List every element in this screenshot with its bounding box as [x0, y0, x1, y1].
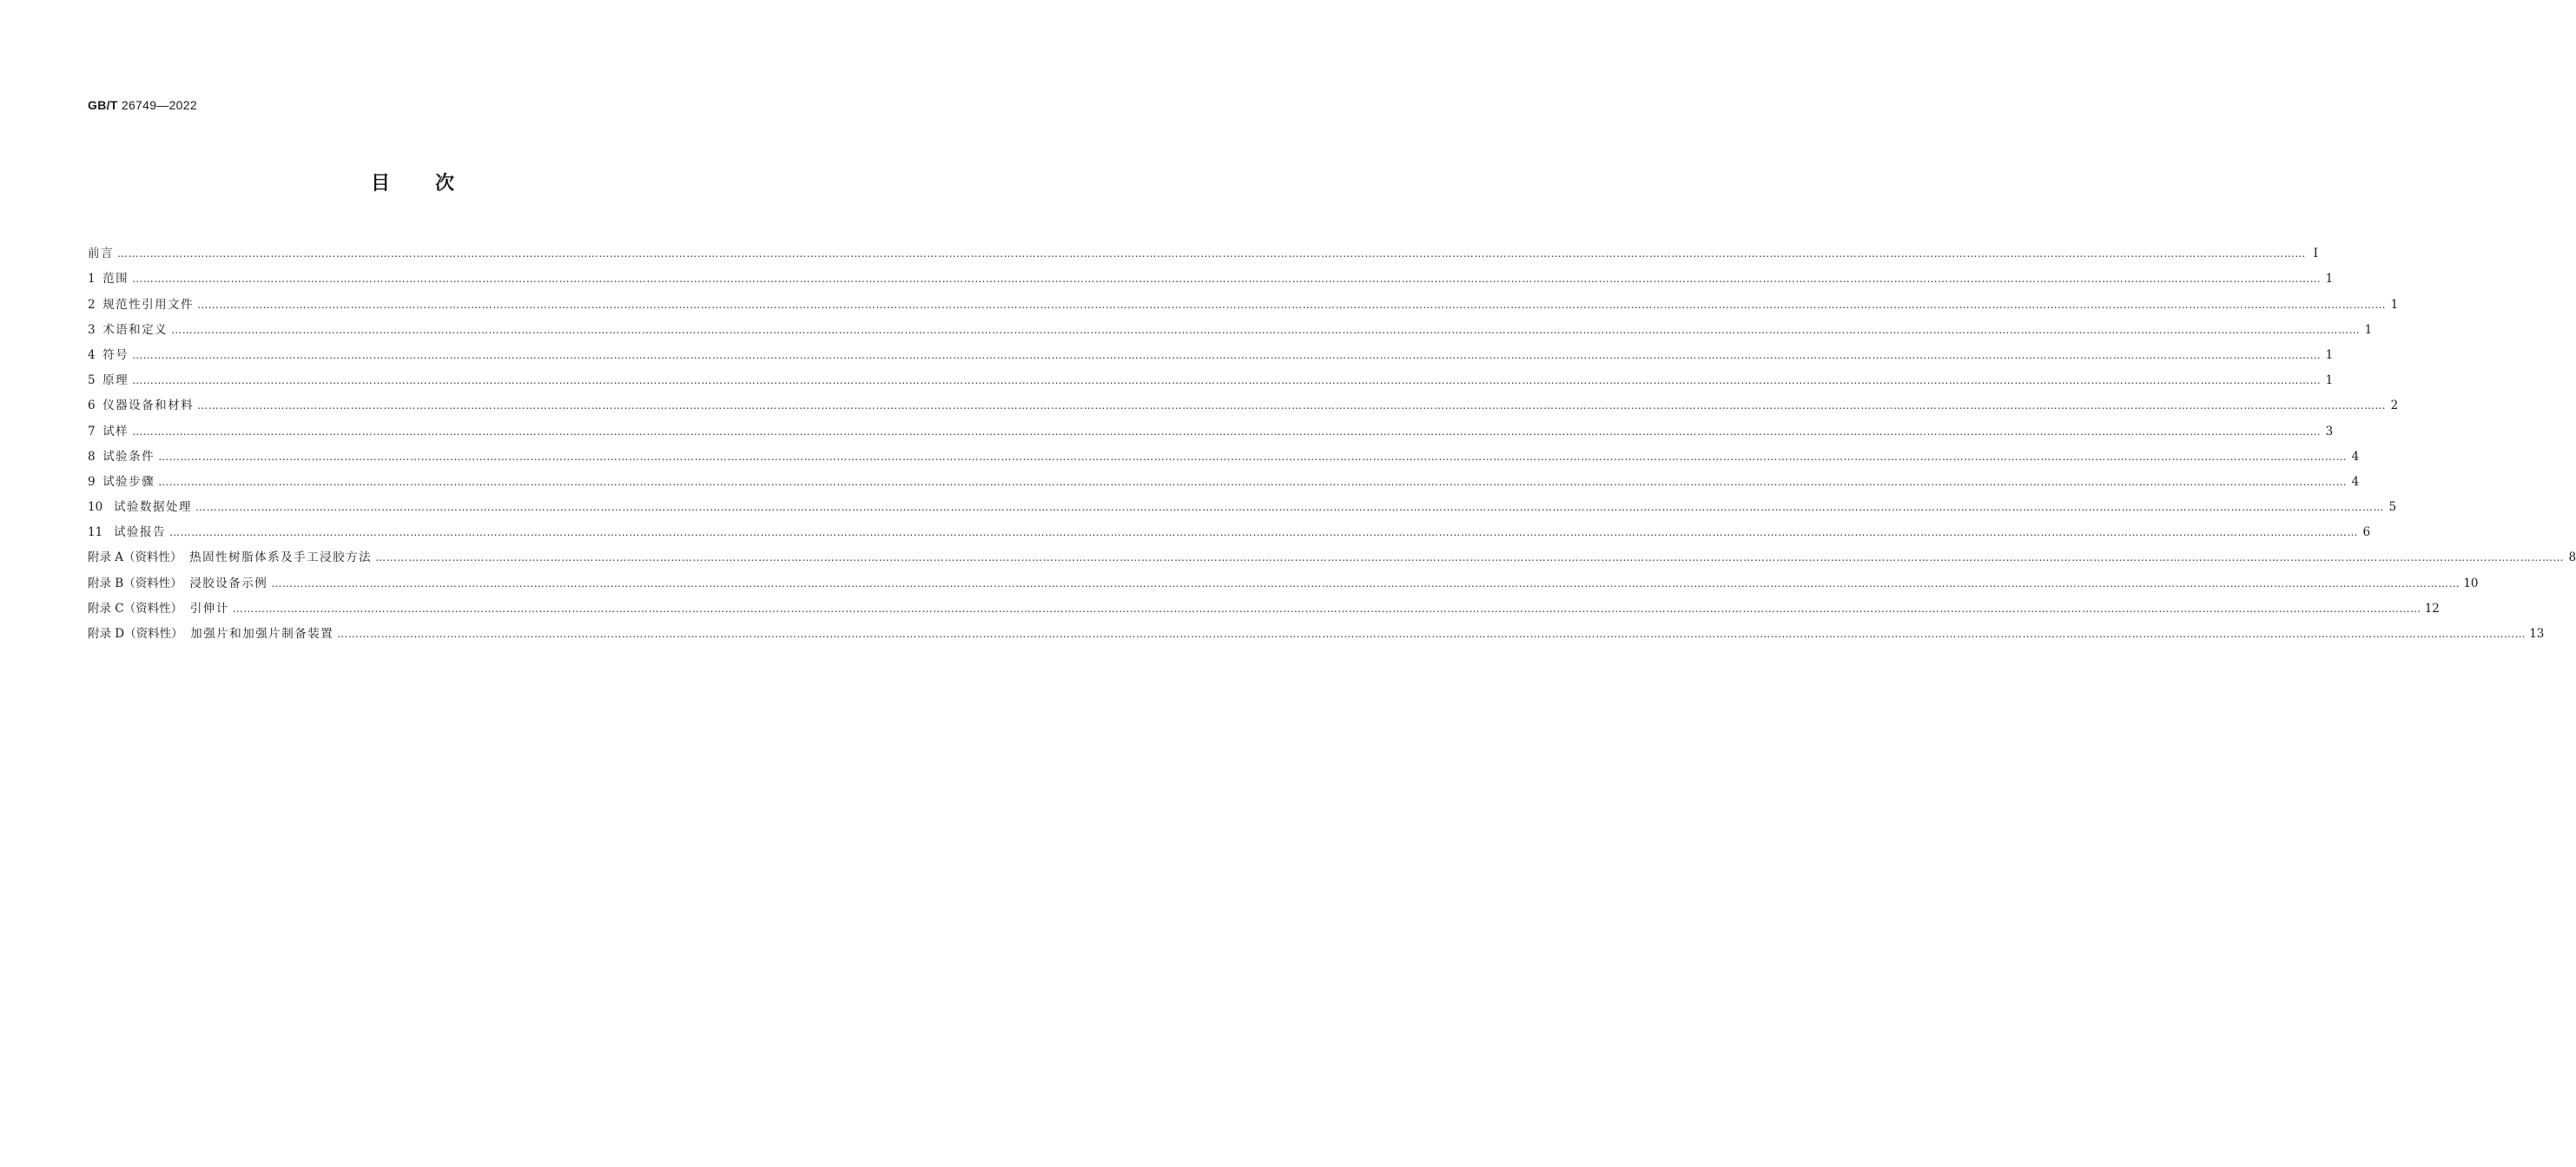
toc-dot-leader: ……………………………………………………………………………………………………………………………………………………………………………………………………………………………………………………………………………………………………………………………………………………………………………………………………………………………………………………………………………………………………………………………………………………	[171, 323, 2361, 336]
standard-prefix: GB/T	[88, 98, 118, 112]
toc-dot-leader: ……………………………………………………………………………………………………………………………………………………………………………………………………………………………………………………………………………………………………………………………………………………………………………………………………………………………………………………………………………………………………………………………………………………	[195, 501, 2385, 514]
toc-entry[interactable]	[88, 541, 2576, 566]
toc-dot-leader: ……………………………………………………………………………………………………………………………………………………………………………………………………………………………………………………………………………………………………………………………………………………………………………………………………………………………………………………………………………………………………………………………………………………	[232, 602, 2421, 615]
toc-entry[interactable]	[88, 566, 2479, 591]
toc-entry-label: 加强片和加强片制备装置	[190, 627, 334, 641]
toc-entry-label: 试验条件	[102, 449, 155, 464]
toc-entry-label: 热固性树脂体系及手工浸胶方法	[189, 551, 373, 565]
toc-entry[interactable]	[88, 389, 2399, 414]
toc-entry-page: 1	[2325, 272, 2334, 287]
toc-entry-label: 试验数据处理	[114, 500, 193, 515]
toc-entry-label: 规范性引用文件	[102, 297, 195, 312]
toc-entry-page: 2	[2390, 399, 2399, 413]
toc-entry-page: 1	[2325, 373, 2334, 388]
standard-code	[88, 98, 197, 112]
toc-entry-number: 4	[88, 347, 96, 362]
toc-entry[interactable]	[88, 339, 2334, 364]
toc-entry-page: 5	[2388, 500, 2397, 515]
toc-entry-page: 3	[2325, 424, 2334, 438]
toc-entry[interactable]	[88, 516, 2371, 541]
toc-entry-number: 5	[88, 373, 96, 388]
toc-entry-number: 附录 B（资料性）	[88, 576, 182, 590]
toc-entry-label: 浸胶设备示例	[189, 576, 268, 590]
toc-entry[interactable]	[88, 414, 2334, 439]
table-of-contents	[88, 237, 2576, 643]
toc-entry[interactable]	[88, 237, 2318, 262]
toc-entry-number: 6	[88, 399, 96, 413]
toc-entry[interactable]	[88, 491, 2397, 516]
toc-entry-number: 2	[88, 297, 96, 312]
toc-entry[interactable]	[88, 313, 2373, 339]
toc-dot-leader: ……………………………………………………………………………………………………………………………………………………………………………………………………………………………………………………………………………………………………………………………………………………………………………………………………………………………………………………………………………………………………………………………………………………	[375, 551, 2565, 564]
toc-dot-leader: ……………………………………………………………………………………………………………………………………………………………………………………………………………………………………………………………………………………………………………………………………………………………………………………………………………………………………………………………………………………………………………………………………………………	[197, 298, 2387, 311]
toc-dot-leader: ……………………………………………………………………………………………………………………………………………………………………………………………………………………………………………………………………………………………………………………………………………………………………………………………………………………………………………………………………………………………………………………………………………………	[169, 526, 2359, 539]
toc-entry-number: 1	[88, 272, 96, 287]
toc-dot-leader: ……………………………………………………………………………………………………………………………………………………………………………………………………………………………………………………………………………………………………………………………………………………………………………………………………………………………………………………………………………………………………………………………………………………	[158, 475, 2348, 488]
toc-dot-leader: ……………………………………………………………………………………………………………………………………………………………………………………………………………………………………………………………………………………………………………………………………………………………………………………………………………………………………………………………………………………………………………………………………………………	[132, 273, 2322, 286]
toc-entry-label: 试验报告	[114, 525, 167, 540]
toc-entry[interactable]	[88, 465, 2360, 491]
toc-entry[interactable]	[88, 617, 2545, 643]
toc-dot-leader: ……………………………………………………………………………………………………………………………………………………………………………………………………………………………………………………………………………………………………………………………………………………………………………………………………………………………………………………………………………………………………………………………………………………	[132, 425, 2322, 438]
toc-entry-label: 前言	[88, 247, 114, 261]
toc-entry-page: 6	[2362, 525, 2371, 540]
toc-entry-page: 13	[2529, 627, 2545, 641]
toc-entry-number: 9	[88, 474, 96, 489]
toc-entry-page: 12	[2424, 601, 2440, 616]
standard-number: 26749—2022	[121, 98, 197, 112]
toc-entry[interactable]	[88, 262, 2334, 287]
toc-entry[interactable]	[88, 592, 2440, 617]
toc-entry-number: 11	[88, 525, 103, 540]
toc-dot-leader: ……………………………………………………………………………………………………………………………………………………………………………………………………………………………………………………………………………………………………………………………………………………………………………………………………………………………………………………………………………………………………………………………………………………	[271, 577, 2460, 590]
toc-entry-label: 符号	[102, 347, 129, 362]
toc-entry-number: 附录 C（资料性）	[88, 601, 183, 616]
toc-entry-label: 试验步骤	[102, 474, 155, 489]
toc-dot-leader: ……………………………………………………………………………………………………………………………………………………………………………………………………………………………………………………………………………………………………………………………………………………………………………………………………………………………………………………………………………………………………………………………………………………	[132, 374, 2322, 387]
toc-entry-page: 4	[2351, 449, 2360, 464]
toc-entry-number: 附录 D（资料性）	[88, 627, 183, 641]
toc-entry-number: 3	[88, 322, 96, 337]
toc-entry[interactable]	[88, 440, 2360, 465]
toc-entry-label: 范围	[102, 272, 129, 287]
toc-entry-label: 原理	[102, 373, 129, 388]
toc-entry-label: 试样	[102, 424, 129, 438]
toc-dot-leader: ……………………………………………………………………………………………………………………………………………………………………………………………………………………………………………………………………………………………………………………………………………………………………………………………………………………………………………………………………………………………………………………………………………………	[158, 450, 2348, 463]
toc-entry-page: 1	[2390, 297, 2399, 312]
toc-entry-page: 10	[2463, 576, 2479, 590]
toc-dot-leader: ……………………………………………………………………………………………………………………………………………………………………………………………………………………………………………………………………………………………………………………………………………………………………………………………………………………………………………………………………………………………………………………………………………………	[197, 399, 2387, 412]
toc-entry-label: 引伸计	[189, 601, 229, 616]
toc-entry-number: 7	[88, 424, 96, 438]
toc-entry[interactable]	[88, 364, 2334, 389]
toc-entry-label: 仪器设备和材料	[102, 399, 195, 413]
toc-entry-number: 10	[88, 500, 103, 515]
toc-entry-number: 附录 A（资料性）	[88, 551, 182, 565]
page-title: 目次	[370, 173, 499, 194]
toc-entry-page: 4	[2351, 474, 2360, 489]
toc-entry-page: 1	[2325, 347, 2334, 362]
toc-dot-leader: ……………………………………………………………………………………………………………………………………………………………………………………………………………………………………………………………………………………………………………………………………………………………………………………………………………………………………………………………………………………………………………………………………………………	[337, 628, 2526, 640]
toc-entry-page: 1	[2364, 322, 2373, 337]
toc-entry-page: Ⅰ	[2313, 247, 2318, 261]
toc-entry-page: 8	[2568, 551, 2576, 565]
toc-dot-leader: ……………………………………………………………………………………………………………………………………………………………………………………………………………………………………………………………………………………………………………………………………………………………………………………………………………………………………………………………………………………………………………………………………………………	[117, 247, 2306, 260]
toc-dot-leader: ……………………………………………………………………………………………………………………………………………………………………………………………………………………………………………………………………………………………………………………………………………………………………………………………………………………………………………………………………………………………………………………………………………………	[132, 348, 2322, 361]
toc-entry-number: 8	[88, 449, 96, 464]
toc-entry[interactable]	[88, 287, 2399, 313]
toc-entry-label: 术语和定义	[102, 322, 168, 337]
